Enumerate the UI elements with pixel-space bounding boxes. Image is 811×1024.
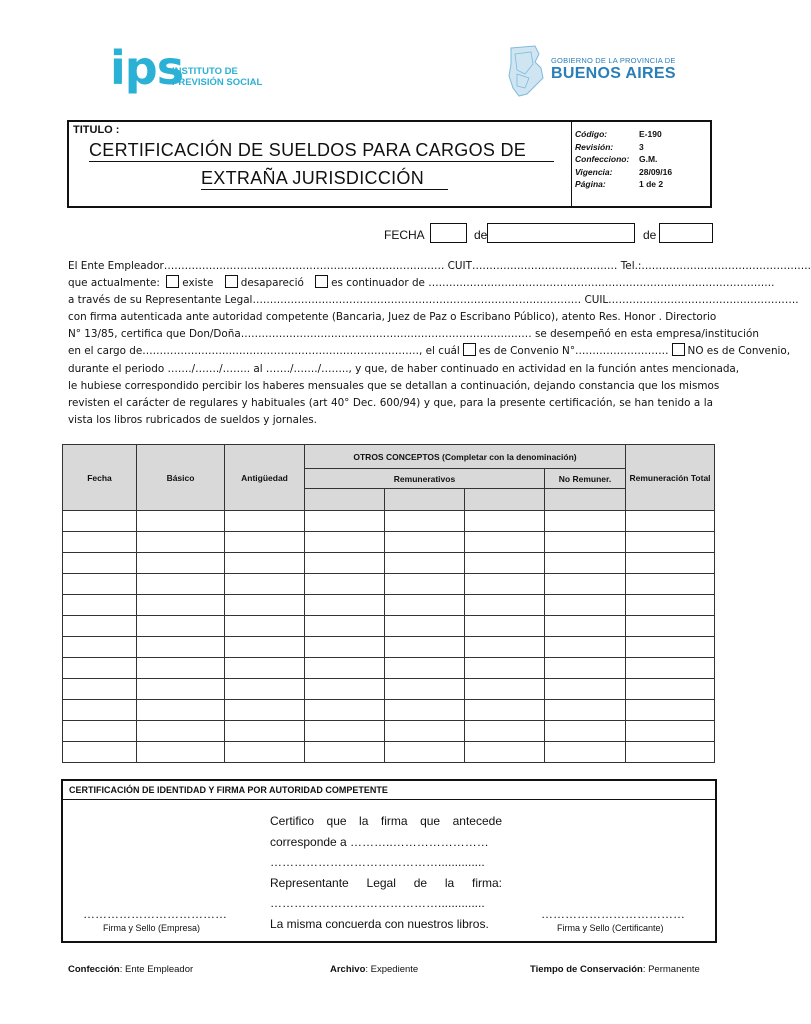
table-cell[interactable]: [225, 742, 305, 763]
col-header-no-remunerativo[interactable]: [545, 489, 626, 511]
certifier-signature-line[interactable]: ………………………………: [541, 907, 685, 921]
table-row: [63, 679, 715, 700]
salary-table-body: [63, 511, 715, 763]
table-cell[interactable]: [545, 637, 626, 658]
table-cell[interactable]: [137, 742, 225, 763]
certification-heading: CERTIFICACIÓN DE IDENTIDAD Y FIRMA POR AUTORIDAD COMPETENTE: [63, 781, 715, 800]
table-cell[interactable]: [63, 700, 137, 721]
meta-key: Confecciono:: [575, 154, 630, 165]
table-row: [63, 742, 715, 763]
para-line: N° 13/85, certifica que Don/Doña………………………………………………………………………… se desempeñó en esta empresa/institución: [68, 328, 759, 341]
title-panel: [69, 122, 572, 206]
table-cell[interactable]: [385, 721, 465, 742]
col-header-remunerativo-2[interactable]: [385, 489, 465, 511]
ips-logo-mark: ips: [110, 41, 184, 95]
continuador-label: es continuador de ……………………………………………………………………………………….: [331, 277, 775, 290]
table-cell[interactable]: [63, 616, 137, 637]
table-cell[interactable]: [63, 721, 137, 742]
table-cell[interactable]: [137, 574, 225, 595]
table-cell[interactable]: [465, 658, 545, 679]
para-line: le hubiese correspondido percibir los haberes mensuales que se detallan a continuación, dejando constancia que los mismos: [68, 379, 720, 392]
table-row: [63, 616, 715, 637]
table-cell[interactable]: [137, 616, 225, 637]
table-cell[interactable]: [545, 595, 626, 616]
table-cell[interactable]: [225, 679, 305, 700]
table-cell[interactable]: [63, 637, 137, 658]
col-header-remunerativos: Remunerativos: [305, 469, 545, 489]
existe-label: existe: [182, 277, 214, 290]
col-header-remunerativo-3[interactable]: [465, 489, 545, 511]
convenio-checkbox[interactable]: [463, 343, 476, 356]
meta-row: [575, 128, 672, 141]
table-cell[interactable]: [225, 658, 305, 679]
certification-text: [270, 811, 502, 934]
table-cell[interactable]: [465, 511, 545, 532]
meta-row: [575, 178, 672, 191]
convenio-label: es de Convenio N°………………………: [478, 345, 669, 358]
col-header-otros-conceptos: OTROS CONCEPTOS (Completar con la denominación): [305, 445, 626, 469]
table-cell[interactable]: [465, 721, 545, 742]
table-cell[interactable]: [545, 742, 626, 763]
col-header-remunerativo-1[interactable]: [305, 489, 385, 511]
footer-value: : Permanente: [642, 964, 700, 975]
para-text: que actualmente:: [68, 277, 160, 290]
continuador-checkbox[interactable]: [315, 275, 328, 288]
table-cell[interactable]: [63, 574, 137, 595]
table-row: [63, 721, 715, 742]
table-cell[interactable]: [137, 511, 225, 532]
table-cell[interactable]: [137, 553, 225, 574]
table-cell[interactable]: [545, 553, 626, 574]
table-cell[interactable]: [305, 511, 385, 532]
footer-archivo: [330, 964, 418, 975]
table-cell[interactable]: [305, 658, 385, 679]
cert-line: Representante Legal de la firma:: [270, 875, 502, 890]
table-cell[interactable]: [63, 532, 137, 553]
table-cell[interactable]: [225, 553, 305, 574]
col-header-no-remuner: No Remuner.: [545, 469, 626, 489]
table-cell[interactable]: [385, 616, 465, 637]
table-cell[interactable]: [225, 532, 305, 553]
table-cell[interactable]: [626, 616, 715, 637]
table-cell[interactable]: [545, 616, 626, 637]
table-cell[interactable]: [305, 721, 385, 742]
table-cell[interactable]: [545, 721, 626, 742]
certification-paragraph: [68, 258, 811, 429]
meta-row: [575, 141, 672, 154]
table-cell[interactable]: [385, 553, 465, 574]
table-cell[interactable]: [225, 721, 305, 742]
table-cell[interactable]: [545, 679, 626, 700]
table-cell[interactable]: [63, 658, 137, 679]
table-cell[interactable]: [305, 574, 385, 595]
footer-value: : Expediente: [365, 964, 419, 975]
no-convenio-checkbox[interactable]: [672, 343, 685, 356]
table-cell[interactable]: [626, 637, 715, 658]
pba-logo-line1: GOBIERNO DE LA PROVINCIA DE: [551, 56, 676, 65]
table-row: [63, 553, 715, 574]
table-cell[interactable]: [385, 742, 465, 763]
table-cell[interactable]: [63, 679, 137, 700]
table-row: [63, 700, 715, 721]
table-cell[interactable]: [305, 700, 385, 721]
fecha-de-label-2: de: [643, 228, 657, 242]
title-box: [67, 120, 712, 208]
fecha-day-field[interactable]: [430, 223, 467, 243]
table-cell[interactable]: [465, 595, 545, 616]
table-cell[interactable]: [305, 637, 385, 658]
table-cell[interactable]: [626, 700, 715, 721]
table-cell[interactable]: [626, 658, 715, 679]
table-cell[interactable]: [626, 679, 715, 700]
fecha-de-label: de: [474, 228, 488, 242]
table-row: [63, 658, 715, 679]
table-cell[interactable]: [385, 658, 465, 679]
cert-line: ……………………………………..............: [270, 855, 485, 869]
table-cell[interactable]: [305, 553, 385, 574]
table-cell[interactable]: [465, 574, 545, 595]
footer-label: Archivo: [330, 964, 366, 975]
table-cell[interactable]: [305, 616, 385, 637]
table-cell[interactable]: [63, 595, 137, 616]
table-cell[interactable]: [137, 721, 225, 742]
table-cell[interactable]: [626, 511, 715, 532]
fecha-month-field[interactable]: [487, 223, 635, 243]
para-line: durante el periodo ……./……./…….. al ……./……./…….., y que, de haber continuado en actividad en la función antes mencionada,: [68, 362, 740, 375]
table-cell[interactable]: [385, 679, 465, 700]
table-cell[interactable]: [545, 700, 626, 721]
table-row: [63, 511, 715, 532]
table-cell[interactable]: [305, 532, 385, 553]
table-cell[interactable]: [225, 574, 305, 595]
meta-value: E-190: [639, 129, 662, 139]
meta-row: [575, 166, 672, 179]
table-cell[interactable]: [626, 742, 715, 763]
table-cell[interactable]: [465, 679, 545, 700]
table-cell[interactable]: [626, 595, 715, 616]
footer-tiempo: [530, 964, 700, 975]
company-signature-line[interactable]: ………………………………: [83, 907, 227, 921]
table-cell[interactable]: [225, 595, 305, 616]
desaparecio-checkbox[interactable]: [225, 275, 238, 288]
meta-value: 28/09/16: [639, 166, 673, 177]
table-cell[interactable]: [225, 637, 305, 658]
footer-label: Tiempo de Conservación: [530, 964, 643, 975]
table-cell[interactable]: [137, 679, 225, 700]
para-line: vista los libros rubricados de sueldos y jornales.: [68, 413, 317, 426]
col-header-basico: Básico: [137, 445, 225, 511]
fecha-year-field[interactable]: [659, 223, 713, 243]
table-cell[interactable]: [225, 511, 305, 532]
table-cell[interactable]: [465, 700, 545, 721]
cert-line: Certifico que la firma que antecede: [270, 814, 502, 828]
ips-logo: [110, 41, 270, 96]
table-cell[interactable]: [137, 658, 225, 679]
table-cell[interactable]: [465, 637, 545, 658]
table-cell[interactable]: [545, 658, 626, 679]
table-cell[interactable]: [63, 553, 137, 574]
table-row: [63, 637, 715, 658]
table-cell[interactable]: [545, 511, 626, 532]
cert-line: La misma concuerda con nuestros libros.: [270, 916, 489, 931]
meta-key: Código:: [575, 129, 608, 139]
table-cell[interactable]: [465, 616, 545, 637]
meta-key: Página:: [575, 179, 606, 190]
para-text: en el cargo de……………………..………………………………………………, el cuál: [68, 345, 460, 358]
table-cell[interactable]: [137, 532, 225, 553]
province-map-icon: [505, 44, 545, 98]
existe-checkbox[interactable]: [166, 275, 179, 288]
table-cell[interactable]: [305, 742, 385, 763]
table-cell[interactable]: [225, 616, 305, 637]
meta-key: Revisión:: [575, 141, 614, 152]
table-row: [63, 595, 715, 616]
document-meta: [575, 128, 672, 191]
table-cell[interactable]: [465, 553, 545, 574]
col-header-fecha: Fecha: [63, 445, 137, 511]
table-cell[interactable]: [626, 574, 715, 595]
table-cell[interactable]: [385, 532, 465, 553]
table-cell[interactable]: [63, 742, 137, 763]
document-title-line1: CERTIFICACIÓN DE SUELDOS PARA CARGOS DE: [89, 140, 554, 162]
footer-confeccion: [68, 964, 193, 975]
document-title-line2: EXTRAÑA JURISDICCIÓN: [201, 168, 448, 190]
ips-logo-text: [172, 66, 262, 88]
table-cell[interactable]: [385, 511, 465, 532]
table-cell[interactable]: [137, 637, 225, 658]
meta-value: G.M.: [639, 154, 658, 165]
table-cell[interactable]: [225, 700, 305, 721]
footer-value: : Ente Empleador: [119, 964, 194, 975]
meta-row: [575, 153, 672, 166]
table-cell[interactable]: [385, 637, 465, 658]
para-line: [68, 275, 775, 292]
table-cell[interactable]: [545, 532, 626, 553]
company-signature-caption: Firma y Sello (Empresa): [103, 923, 201, 933]
para-line: [68, 343, 791, 360]
col-header-antiguedad: Antigüedad: [225, 445, 305, 511]
table-cell[interactable]: [305, 679, 385, 700]
table-cell[interactable]: [137, 700, 225, 721]
meta-key: Vigencia:: [575, 166, 613, 177]
ips-logo-line1: INSTITUTO DE: [172, 66, 238, 77]
certifier-signature-caption: Firma y Sello (Certificante): [557, 923, 664, 933]
para-line: con firma autenticada ante autoridad competente (Bancaria, Juez de Paz o Escribano Público), atento Res. Honor . Directorio: [68, 311, 717, 324]
no-convenio-label: NO es de Convenio,: [687, 345, 791, 358]
para-line: revisten el carácter de regulares y habituales (art 40° Dec. 600/94) y que, para la presente certificación, se han tenido a la: [68, 396, 713, 409]
cert-line: ……………………………………..............: [270, 896, 485, 910]
cert-line: corresponde a ………..……………………: [270, 834, 489, 849]
table-cell[interactable]: [385, 574, 465, 595]
fecha-label: FECHA: [384, 228, 425, 242]
table-cell[interactable]: [626, 553, 715, 574]
ips-logo-line2: PREVISIÓN SOCIAL: [172, 77, 263, 88]
table-cell[interactable]: [385, 700, 465, 721]
pba-logo-line2: BUENOS AIRES: [551, 65, 676, 82]
table-cell[interactable]: [305, 595, 385, 616]
para-line: El Ente Empleador……………………………………………………………………… CUIT…………………………………… Tel.:………………………………………….: [68, 260, 811, 272]
table-cell[interactable]: [385, 595, 465, 616]
table-cell[interactable]: [137, 595, 225, 616]
table-cell[interactable]: [465, 742, 545, 763]
desaparecio-label: desapareció: [240, 277, 304, 290]
meta-value: 1 de 2: [639, 179, 664, 190]
para-line: a través de su Representante Legal…………………..……………………………………………………………… CUIL……………………………………………….: [68, 294, 799, 307]
table-cell[interactable]: [545, 574, 626, 595]
salary-table: [62, 444, 715, 763]
footer-label: Confección: [68, 964, 120, 975]
meta-value: 3: [639, 141, 644, 152]
identity-certification-box: [61, 779, 717, 943]
table-row: [63, 532, 715, 553]
table-cell[interactable]: [626, 532, 715, 553]
col-header-remuneracion-total: Remuneración Total: [626, 445, 715, 511]
table-row: [63, 574, 715, 595]
table-cell[interactable]: [465, 532, 545, 553]
pba-logo: [505, 44, 705, 100]
title-label: TITULO :: [73, 124, 120, 136]
table-cell[interactable]: [626, 721, 715, 742]
table-cell[interactable]: [63, 511, 137, 532]
